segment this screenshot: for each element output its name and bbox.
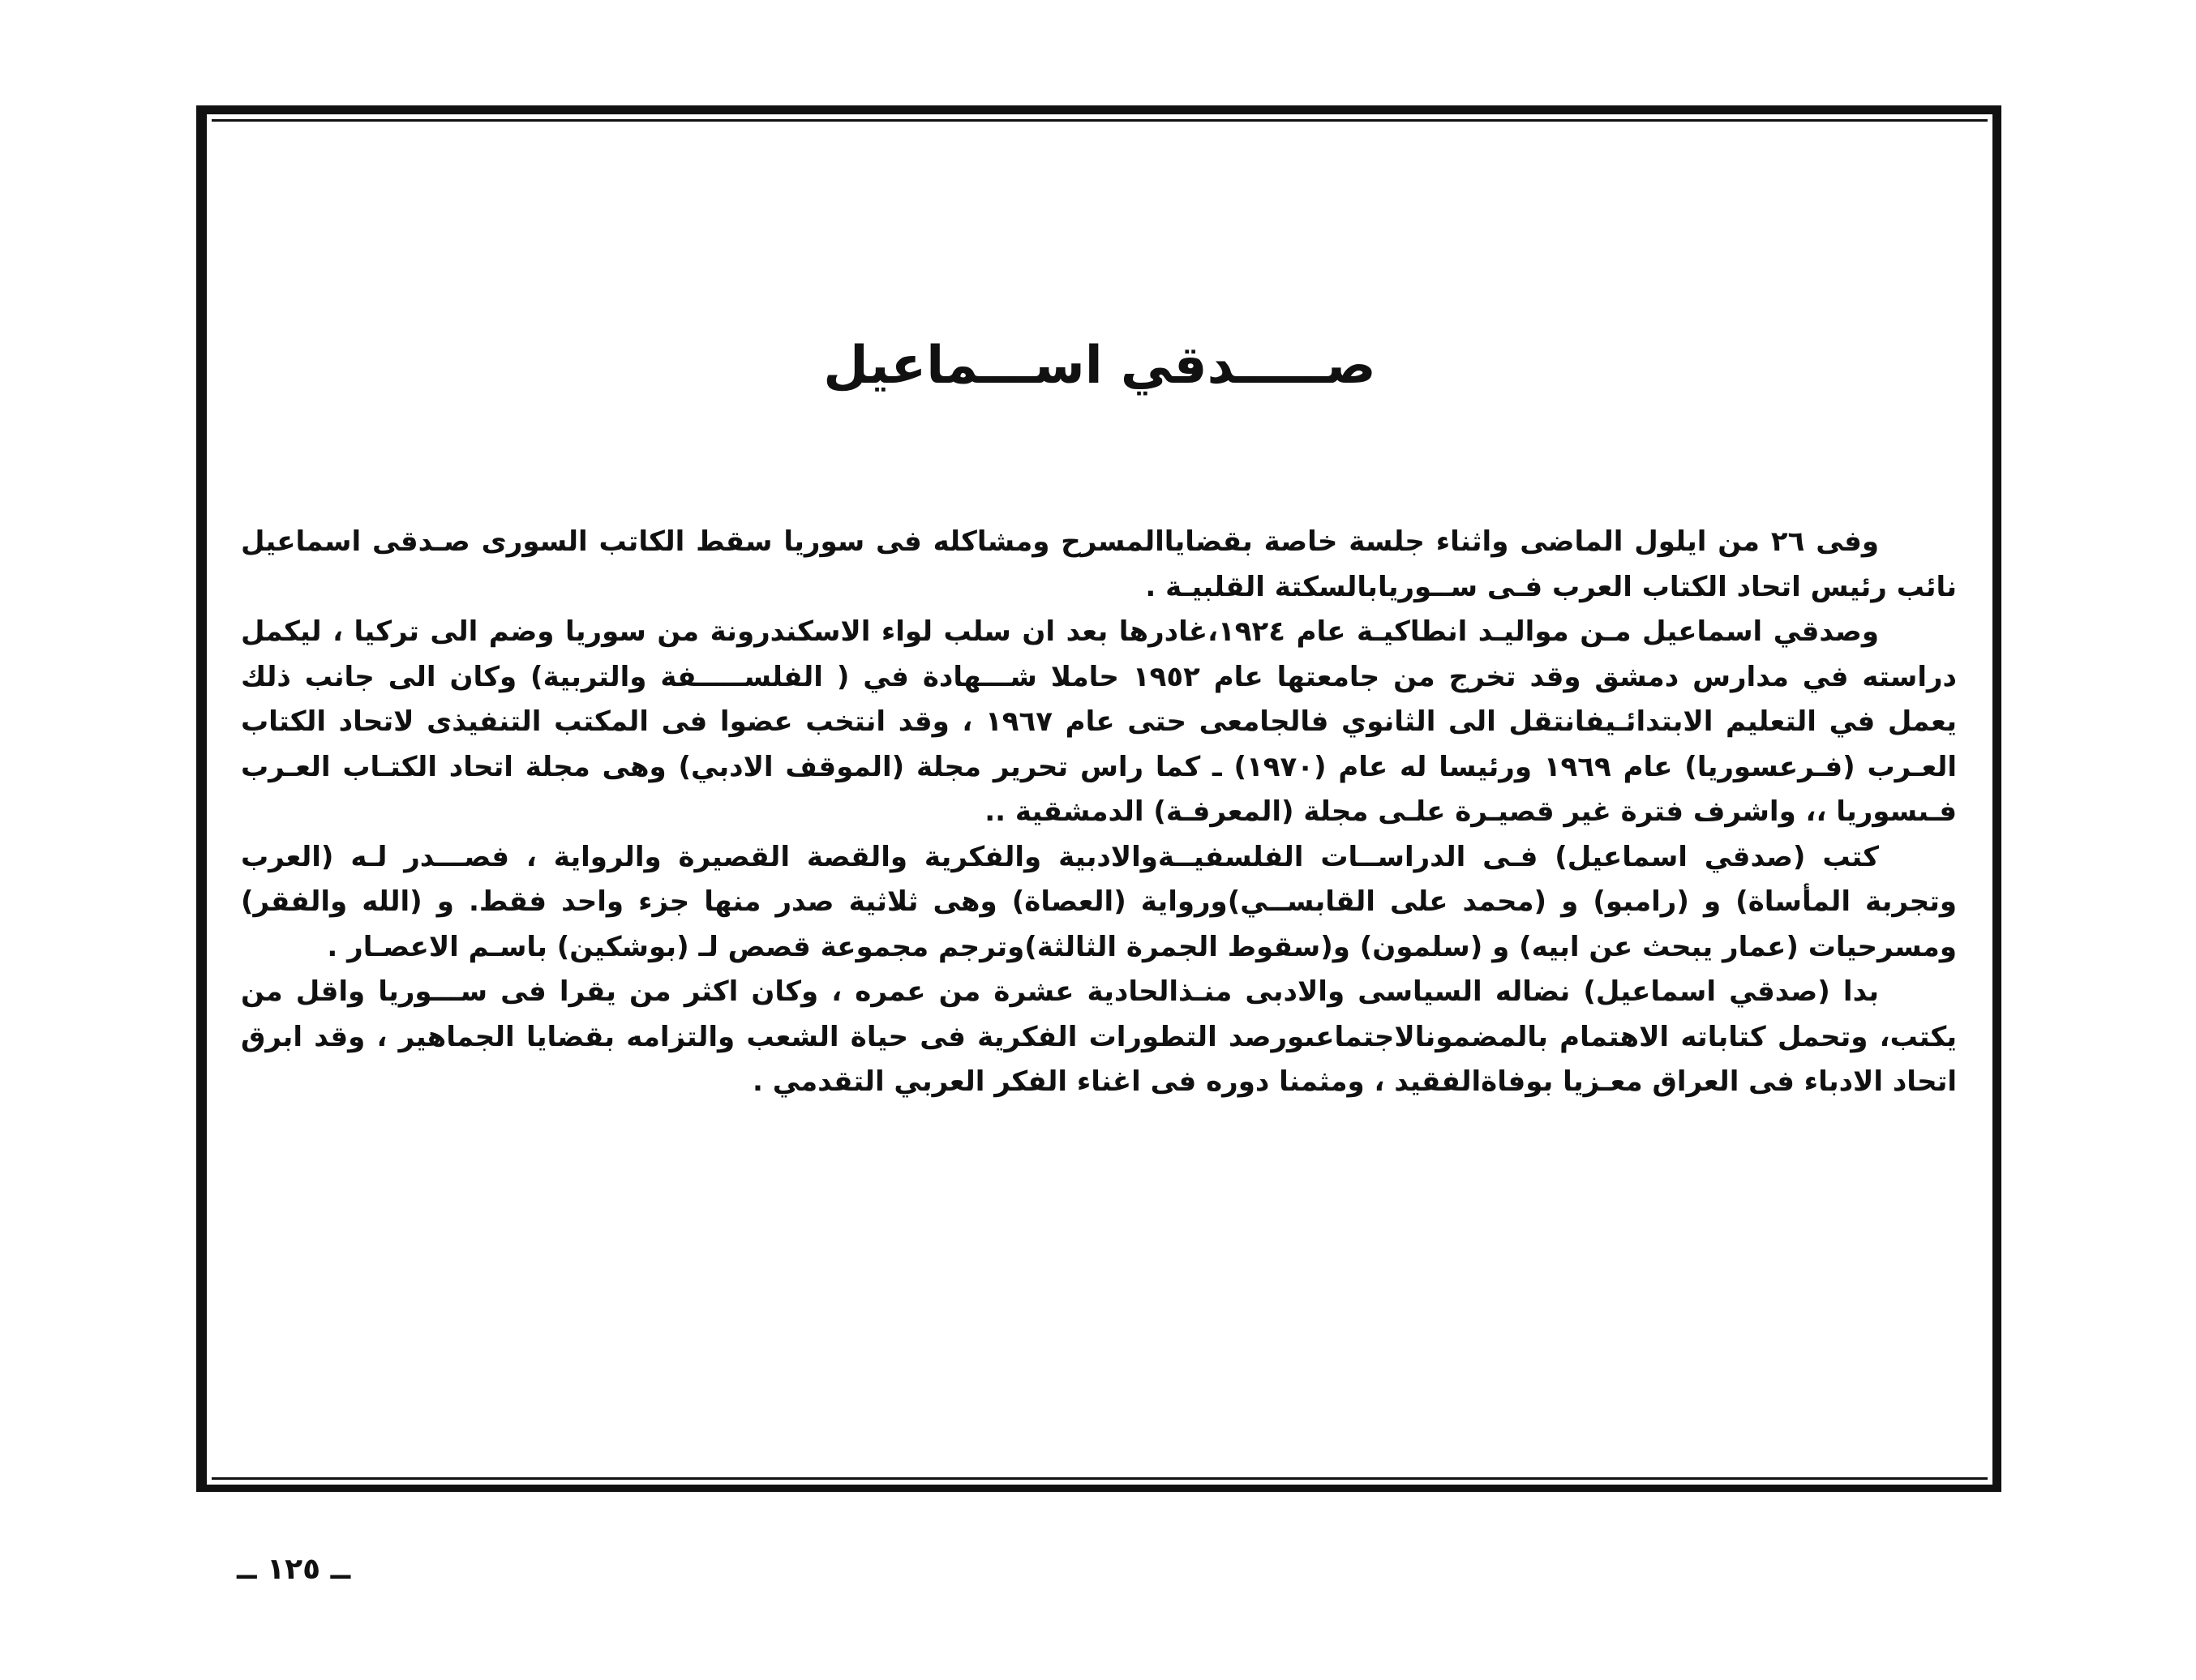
article-paragraph: بدا (صدقي اسماعيل) نضاله السياسى والادبى منـذالحادية عشرة من عمره ، وكان اكثر من يقرا فى ســـوريا واقل من يكتب، وتحمل كتاباته الاهتمام بالمضمونالاجتماعىورصد التطورات الفكرية فى حياة الشعب والتزامه بقضايا الجماهير ، وقد ابرق اتحاد الادباء فى العراق معـزيا بوفاةالفقيد ، ومثمنا دوره فى اغناء الفكر العربي التقدمي .	[241, 975, 1957, 1098]
page-border-frame	[196, 105, 2001, 1492]
article-paragraph: وصدقي اسماعيل مـن مواليـد انطاكيـة عام ١٩٢٤،غادرها بعد ان سلب لواء الاسكندرونة من سوريا وضم الى تركيا ، ليكمل دراسته في مدارس دمشق وقد تخرج من جامعتها عام ١٩٥٢ حاملا شـــهادة في ( الفلســـــفة والتربية) وكان الى جانب ذلك يعمل في التعليم الابتدائـيفانتقل الى الثانوي فالجامعى حتى عام ١٩٦٧ ، وقد انتخب عضوا فى المكتب التنفيذى لاتحاد الكتاب العـرب (فـرعسوريا) عام ١٩٦٩ ورئيسا له عام (١٩٧٠) ـ كما راس تحرير مجلة (الموقف الادبي) وهى مجلة اتحاد الكتـاب العـرب فـىسوريا ،، واشرف فترة غير قصيـرة علـى مجلة (المعرفـة) الدمشقية ..	[241, 615, 1957, 828]
article-paragraph: وفى ٢٦ من ايلول الماضى واثناء جلسة خاصة بقضاياالمسرح ومشاكله فى سوريا سقط الكاتب السورى صـدقى اسماعيل نائب رئيس اتحاد الكتاب العرب فـى ســوريابالسكتة القلبيـة .	[241, 525, 1957, 603]
page-number: ــ ١٢٥ ــ	[237, 1553, 351, 1586]
article-title: صـــــدقي اســـماعيل	[823, 336, 1376, 396]
article-paragraph: كتب (صدقي اسماعيل) فـى الدراســات الفلسفيــةوالادبية والفكرية والقصة القصيرة والرواية ، فصـــدر لـه (العرب وتجربة المأساة) و (رامبو) و (محمد على القابســي)ورواية (العصاة) وهى ثلاثية صدر منها جزء واحد فقط. و (الله والفقر) ومسرحيات (عمار يبحث عن ابيه) و (سلمون) و(سقوط الجمرة الثالثة)وترجم مجموعة قصص لـ (بوشكين) باسـم الاعصـار .	[241, 840, 1957, 963]
article-body	[241, 520, 1957, 1105]
